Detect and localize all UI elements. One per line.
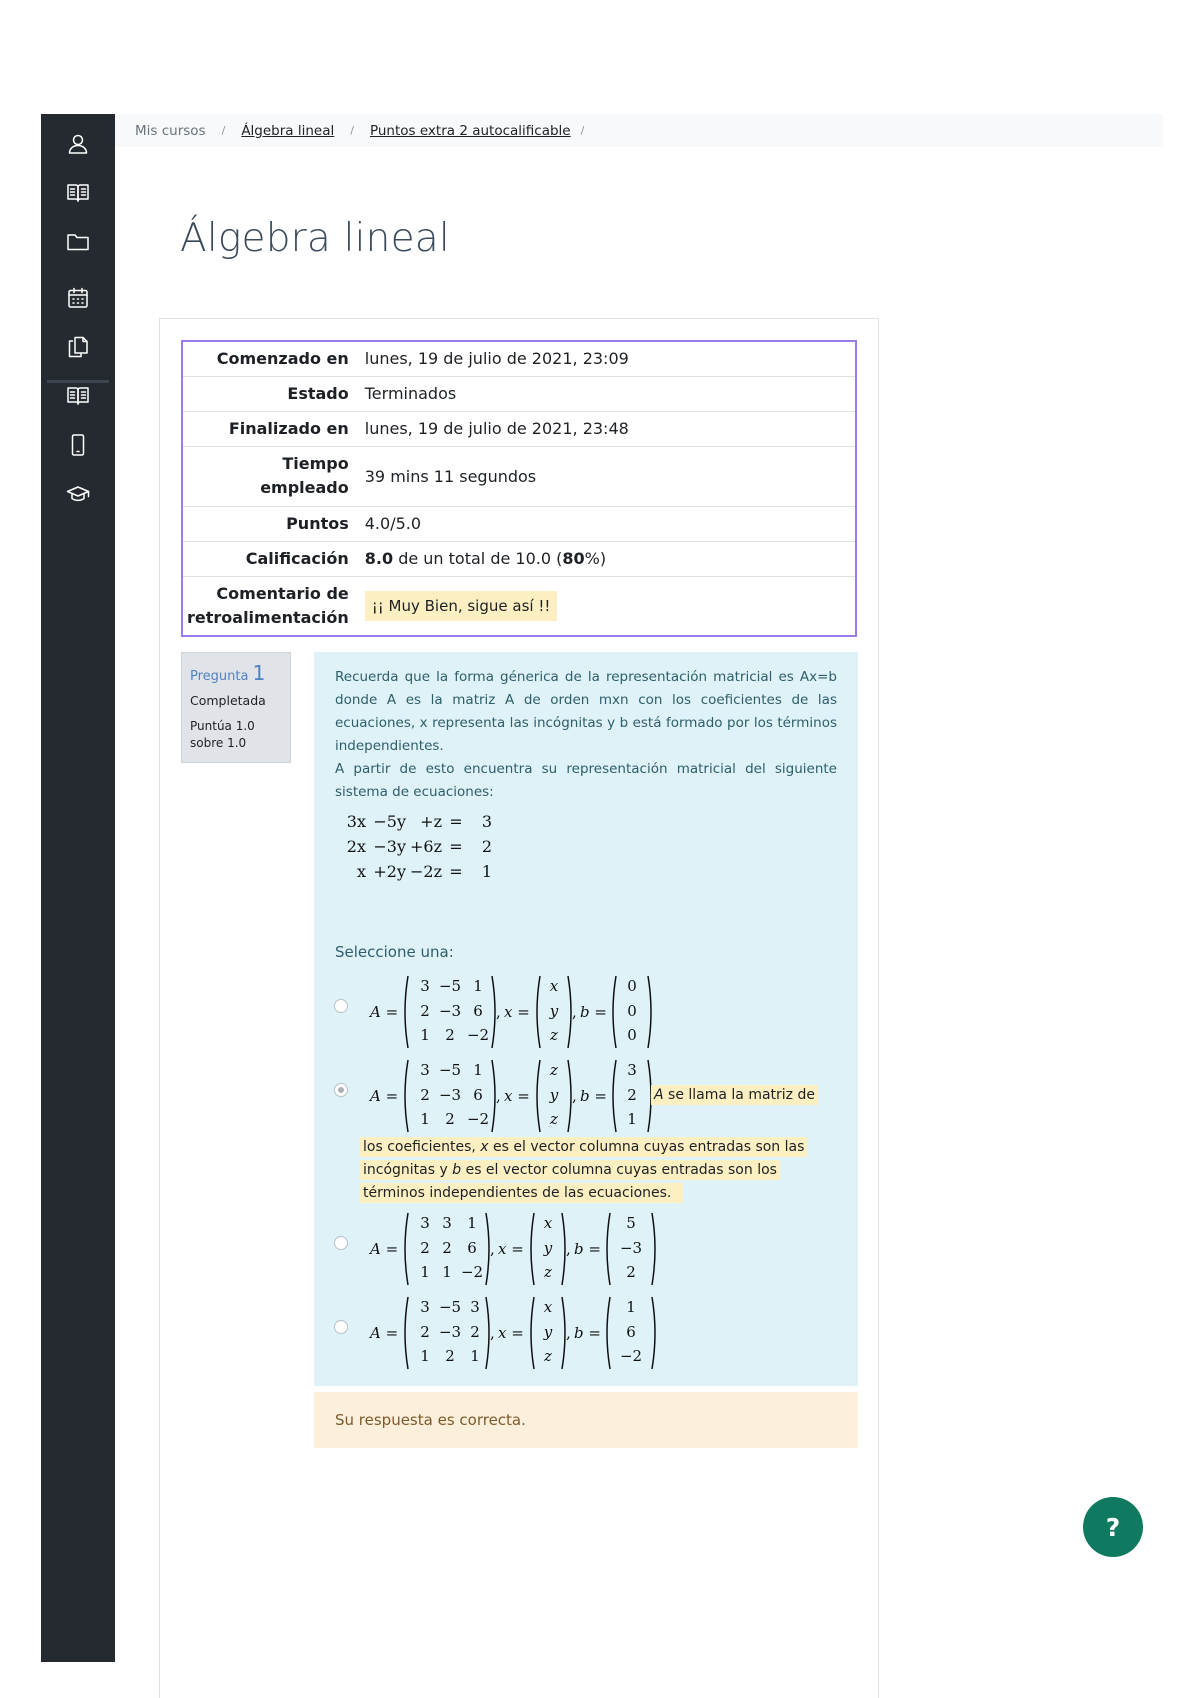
comma: , <box>566 1240 571 1258</box>
vector-b-entry: −3 <box>619 1239 643 1257</box>
matrix-A-entry: −5 <box>438 1298 462 1316</box>
question-content <box>314 652 858 1386</box>
right-paren <box>568 976 571 1048</box>
question-grade <box>190 718 282 752</box>
vector-x-label: x = <box>498 1324 524 1342</box>
right-paren <box>652 1297 655 1369</box>
left-paren <box>607 1213 610 1285</box>
feedback-text: los coeficientes, <box>363 1139 481 1155</box>
eq-term: −3y <box>373 837 406 856</box>
grade-text: de un total de 10.0 ( <box>398 549 563 568</box>
label-line: Comentario de <box>216 583 349 603</box>
answer-radio[interactable] <box>334 1236 348 1250</box>
vector-b-entry: 0 <box>627 977 637 995</box>
matrix-A-entry: 3 <box>420 1298 430 1316</box>
vector-b-entry: 0 <box>627 1026 637 1044</box>
vector-b-label: b = <box>580 1087 607 1105</box>
matrix-A-entry: −3 <box>438 1323 462 1341</box>
matrix-A-entry: −3 <box>438 1002 462 1020</box>
matrix-A-entry: −2 <box>466 1110 490 1128</box>
vector-x-entry: y <box>549 1086 559 1104</box>
left-paren <box>613 1060 616 1132</box>
breadcrumb-separator: / <box>221 124 226 137</box>
quiz-review-summary <box>181 340 857 637</box>
equation-system <box>340 812 492 887</box>
summary-row-points <box>182 506 856 541</box>
summary-value <box>363 541 856 576</box>
summary-row-finished <box>182 411 856 446</box>
matrix-A-entry: 1 <box>420 1263 430 1281</box>
matrix-A-entry: 3 <box>442 1214 452 1232</box>
breadcrumb-quiz-link[interactable]: Puntos extra 2 autocalificable <box>369 122 571 139</box>
summary-row-state <box>182 376 856 411</box>
vector-b-label: b = <box>574 1324 601 1342</box>
book-icon <box>66 384 90 408</box>
calendar-icon <box>66 286 90 310</box>
comma: , <box>490 1240 495 1258</box>
vector-x-entry: y <box>543 1323 553 1341</box>
left-paren <box>537 1060 540 1132</box>
matrix-A-entry: 2 <box>420 1086 430 1104</box>
vector-b-entry: 3 <box>627 1061 637 1079</box>
question-state: Completada <box>190 693 266 708</box>
vector-b-entry: 0 <box>627 1002 637 1020</box>
matrix-A-entry: 6 <box>473 1086 483 1104</box>
left-paren <box>531 1297 534 1369</box>
grade-line: Puntúa 1.0 <box>190 719 255 733</box>
vector-b-entry: 2 <box>627 1086 637 1104</box>
course-book-nav-button[interactable] <box>41 171 115 215</box>
breadcrumb-my-courses[interactable]: Mis cursos <box>135 122 206 139</box>
vector-x-entry: z <box>544 1347 552 1365</box>
answer-radio[interactable] <box>334 1320 348 1334</box>
matrix-A-entry: 3 <box>420 1214 430 1232</box>
matrix-A-entry: 1 <box>473 977 483 995</box>
summary-row-feedback <box>182 576 856 636</box>
right-paren <box>492 976 495 1048</box>
option-equation <box>348 1293 678 1373</box>
eq-term: −5y <box>373 812 406 831</box>
feedback-text: se llama la matriz de <box>668 1087 815 1103</box>
matrix-A-entry: −3 <box>438 1086 462 1104</box>
option-equation <box>348 1209 678 1289</box>
question-label: Pregunta <box>190 669 249 684</box>
matrix-A-entry: 1 <box>420 1347 430 1365</box>
matrix-A-entry: 6 <box>473 1002 483 1020</box>
summary-value: lunes, 19 de julio de 2021, 23:48 <box>363 411 856 446</box>
feedback-line <box>360 1159 830 1182</box>
eq-term: 1 <box>481 862 492 881</box>
eq-term: +6z <box>409 837 442 856</box>
matrix-A-label: A = <box>370 1003 399 1021</box>
vector-x-entry: z <box>550 1110 558 1128</box>
question-outcome: Su respuesta es correcta. <box>314 1392 858 1448</box>
answer-radio-selected[interactable] <box>334 1083 348 1097</box>
comma: , <box>572 1087 577 1105</box>
eq-term: 2 <box>481 837 492 856</box>
matrix-A-entry: 2 <box>445 1110 455 1128</box>
summary-value: 39 mins 11 segundos <box>363 446 856 506</box>
summary-label: Finalizado en <box>182 411 363 446</box>
specific-feedback-head <box>651 1084 818 1107</box>
vector-x-label: x = <box>504 1003 530 1021</box>
matrix-A-entry: 1 <box>473 1061 483 1079</box>
summary-label: Estado <box>182 376 363 411</box>
matrix-A-entry: −5 <box>438 1061 462 1079</box>
matrix-A-entry: 3 <box>470 1298 480 1316</box>
right-paren <box>648 976 651 1048</box>
feedback-text: incógnitas y <box>363 1162 453 1178</box>
left-paren <box>607 1297 610 1369</box>
label-line: retroalimentación <box>187 607 349 627</box>
help-button[interactable]: ? <box>1083 1497 1143 1557</box>
calendar-nav-button[interactable] <box>41 276 115 320</box>
breadcrumb <box>115 114 1163 147</box>
matrix-A-entry: −2 <box>466 1026 490 1044</box>
courses-nav-button[interactable] <box>41 472 115 516</box>
comma: , <box>572 1003 577 1021</box>
vector-x-entry: z <box>550 1026 558 1044</box>
matrix-A-label: A = <box>370 1087 399 1105</box>
vector-b-entry: 1 <box>627 1110 637 1128</box>
matrix-A-entry: 3 <box>420 1061 430 1079</box>
math-var: b <box>452 1162 462 1178</box>
vector-b-entry: 5 <box>626 1214 636 1232</box>
vector-x-entry: z <box>544 1263 552 1281</box>
vector-x-label: x = <box>504 1087 530 1105</box>
right-paren <box>568 1060 571 1132</box>
overall-feedback: ¡¡ Muy Bien, sigue así !! <box>365 591 558 621</box>
matrix-A-label: A = <box>370 1240 399 1258</box>
summary-value: Terminados <box>363 376 856 411</box>
question-number-value: 1 <box>252 661 266 685</box>
grade-text-end: %) <box>584 549 607 568</box>
answer-radio[interactable] <box>334 999 348 1013</box>
eq-term: = <box>449 862 463 881</box>
matrix-A-entry: −5 <box>438 977 462 995</box>
matrix-A-entry: 2 <box>470 1323 480 1341</box>
eq-term: −2z <box>409 862 442 881</box>
summary-label <box>182 446 363 506</box>
label-line: empleado <box>260 478 349 497</box>
grade-value: 8.0 <box>364 549 394 568</box>
eq-term: 3 <box>481 812 492 831</box>
vector-b-entry: 1 <box>626 1298 636 1316</box>
summary-row-started <box>182 341 856 376</box>
grade-percent: 80 <box>562 549 585 568</box>
vector-b-label: b = <box>580 1003 607 1021</box>
summary-row-time-taken <box>182 446 856 506</box>
vector-x-entry: z <box>550 1061 558 1079</box>
mobile-app-nav-button[interactable] <box>41 423 115 467</box>
answer-prompt: Seleccione una: <box>335 943 454 961</box>
matrix-A-entry: 2 <box>445 1347 455 1365</box>
summary-label: Comenzado en <box>216 348 349 368</box>
matrix-A-entry: 2 <box>445 1026 455 1044</box>
vector-x-entry: x <box>543 1298 553 1316</box>
matrix-A-label: A = <box>370 1324 399 1342</box>
option-equation <box>348 972 678 1052</box>
eq-term: +z <box>420 812 442 831</box>
matrix-A-entry: 1 <box>442 1263 452 1281</box>
matrix-A-entry: 1 <box>470 1347 480 1365</box>
vector-b-entry: 2 <box>626 1263 636 1281</box>
left-paren <box>537 976 540 1048</box>
left-paren <box>405 1060 408 1132</box>
documents-nav-button[interactable] <box>41 325 115 369</box>
matrix-A-entry: −2 <box>460 1263 484 1281</box>
equation-row <box>340 812 492 837</box>
vector-b-entry: −2 <box>619 1347 643 1365</box>
equation-row <box>340 862 492 887</box>
graduation-cap-icon <box>66 482 90 506</box>
comma: , <box>496 1087 501 1105</box>
matrix-A-entry: 1 <box>420 1026 430 1044</box>
feedback-text: es el vector columna cuyas entradas son los <box>461 1162 777 1178</box>
question-number <box>190 661 282 685</box>
right-paren <box>492 1060 495 1132</box>
vector-x-entry: y <box>543 1239 553 1257</box>
feedback-line <box>360 1136 830 1159</box>
eq-term: 3x <box>346 812 366 831</box>
feedback-text: es el vector columna cuyas entradas son las <box>488 1139 805 1155</box>
left-paren <box>531 1213 534 1285</box>
summary-label: Puntos <box>182 506 363 541</box>
participants-nav-button[interactable] <box>41 122 115 166</box>
matrix-A-entry: 2 <box>420 1239 430 1257</box>
question-paragraph: Recuerda que la forma génerica de la representación matricial es Ax=b donde A es la matriz A de orden mxn con los coeficientes de las ecuaciones, x representa las incógnitas y b está formado por los términos independientes. <box>335 669 837 754</box>
folder-icon <box>66 230 90 254</box>
comma: , <box>566 1324 571 1342</box>
eq-term: 2x <box>346 837 366 856</box>
mobile-icon <box>66 433 90 457</box>
comma: , <box>496 1003 501 1021</box>
specific-feedback <box>360 1136 830 1205</box>
right-paren <box>486 1297 489 1369</box>
summary-value <box>363 576 856 636</box>
math-var: x <box>480 1139 489 1155</box>
summary-label: Calificación <box>182 541 363 576</box>
eq-term: = <box>449 837 463 856</box>
left-paren <box>405 1297 408 1369</box>
files-icon <box>66 335 90 359</box>
comma: , <box>490 1324 495 1342</box>
right-paren <box>562 1213 565 1285</box>
question-paragraph: A partir de esto encuentra su representación matricial del siguiente sistema de ecuaciones: <box>335 761 837 800</box>
vector-b-label: b = <box>574 1240 601 1258</box>
eq-term: x <box>356 862 366 881</box>
vector-x-entry: x <box>549 977 559 995</box>
right-paren <box>562 1297 565 1369</box>
feedback-line <box>360 1182 830 1205</box>
feedback-highlight <box>360 1160 780 1180</box>
matrix-A-entry: 2 <box>420 1323 430 1341</box>
feedback-highlight <box>360 1137 807 1157</box>
page-title: Álgebra lineal <box>180 216 450 261</box>
math-var: A <box>654 1087 664 1103</box>
equation-row <box>340 837 492 862</box>
files-nav-button[interactable] <box>41 220 115 264</box>
matrix-A-entry: 2 <box>442 1239 452 1257</box>
matrix-A-entry: 2 <box>420 1002 430 1020</box>
label-line: Tiempo <box>282 454 349 473</box>
grade-line: sobre 1.0 <box>190 736 247 750</box>
option-equation <box>348 1056 678 1136</box>
left-paren <box>613 976 616 1048</box>
breadcrumb-course-link[interactable]: Álgebra lineal <box>241 122 335 139</box>
matrix-A-entry: 1 <box>420 1110 430 1128</box>
vector-x-entry: y <box>549 1002 559 1020</box>
summary-label <box>182 576 363 636</box>
left-paren <box>405 976 408 1048</box>
vector-x-label: x = <box>498 1240 524 1258</box>
user-icon <box>66 132 90 156</box>
question-text <box>335 666 837 804</box>
matrix-A-entry: 6 <box>467 1239 477 1257</box>
feedback-highlight: términos independientes de las ecuaciones. <box>360 1183 683 1203</box>
library-nav-button[interactable] <box>41 374 115 418</box>
book-icon <box>66 181 90 205</box>
left-nav-drawer <box>41 114 115 1662</box>
vector-b-entry: 6 <box>626 1323 636 1341</box>
summary-value: 4.0/5.0 <box>363 506 856 541</box>
breadcrumb-separator: / <box>580 124 585 137</box>
right-paren <box>652 1213 655 1285</box>
summary-row-grade <box>182 541 856 576</box>
right-paren <box>486 1213 489 1285</box>
question-info <box>181 652 291 763</box>
eq-term: = <box>449 812 463 831</box>
matrix-A-entry: 3 <box>420 977 430 995</box>
matrix-A-entry: 1 <box>467 1214 477 1232</box>
left-paren <box>405 1213 408 1285</box>
summary-value: lunes, 19 de julio de 2021, 23:09 <box>364 349 629 369</box>
breadcrumb-separator: / <box>350 124 354 137</box>
feedback-highlight <box>651 1085 818 1105</box>
eq-term: +2y <box>373 862 406 881</box>
vector-x-entry: x <box>543 1214 553 1232</box>
